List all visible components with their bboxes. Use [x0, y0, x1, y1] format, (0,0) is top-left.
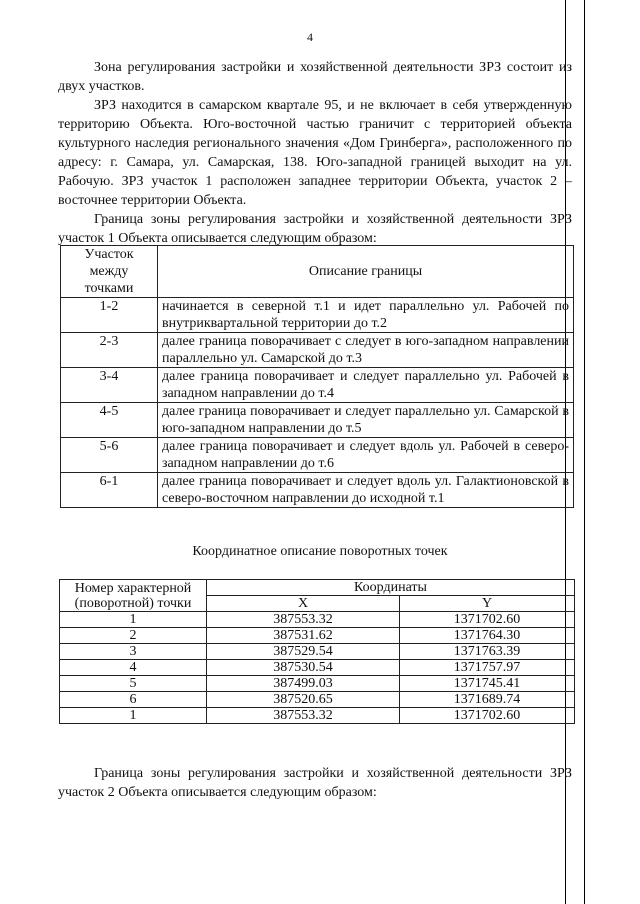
- header-coordinates: Координаты: [207, 580, 575, 596]
- y-cell: 1371702.60: [400, 612, 575, 628]
- x-cell: 387553.32: [207, 612, 400, 628]
- table-row: [61, 368, 574, 403]
- description-cell: далее граница поворачивает с следует в юго-западном направлении параллельно ул. Самарской до т.3: [158, 333, 574, 368]
- point-cell: 1: [60, 612, 207, 628]
- table-row: [60, 644, 575, 660]
- point-cell: 3: [60, 644, 207, 660]
- y-cell: 1371764.30: [400, 628, 575, 644]
- closing-paragraph-1: Граница зоны регулирования застройки и хозяйственной деятельности ЗРЗ участок 2 Объекта описывается следующим образом:: [58, 766, 572, 800]
- header-y: Y: [400, 596, 575, 612]
- intro-paragraph-3: Граница зоны регулирования застройки и хозяйственной деятельности ЗРЗ участок 1 Объекта описывается следующим образом:: [58, 212, 572, 246]
- x-cell: 387553.32: [207, 708, 400, 724]
- description-cell: далее граница поворачивает и следует вдоль ул. Рабочей в северо-западном направлении до т.6: [158, 438, 574, 473]
- scan-line-right-outer: [584, 0, 585, 904]
- intro-text: [58, 58, 572, 248]
- table-row: [61, 403, 574, 438]
- x-cell: 387529.54: [207, 644, 400, 660]
- table-row: [61, 473, 574, 508]
- table-row: [61, 333, 574, 368]
- x-cell: 387530.54: [207, 660, 400, 676]
- header-x: X: [207, 596, 400, 612]
- description-cell: далее граница поворачивает и следует вдоль ул. Галактионовской в северо-восточном направлении до исходной т.1: [158, 473, 574, 508]
- table-row: [60, 660, 575, 676]
- table-row: [60, 612, 575, 628]
- description-cell: начинается в северной т.1 и идет параллельно ул. Рабочей по внутриквартальной территории до т.2: [158, 298, 574, 333]
- segment-cell: 4-5: [61, 403, 158, 438]
- table-row: [61, 298, 574, 333]
- table-header-row: [61, 246, 574, 298]
- point-cell: 5: [60, 676, 207, 692]
- table-row: [60, 692, 575, 708]
- x-cell: 387520.65: [207, 692, 400, 708]
- table-header-row: [60, 580, 575, 596]
- table-row: [61, 438, 574, 473]
- x-cell: 387499.03: [207, 676, 400, 692]
- y-cell: 1371745.41: [400, 676, 575, 692]
- point-cell: 6: [60, 692, 207, 708]
- intro-paragraph-1: Зона регулирования застройки и хозяйственной деятельности ЗРЗ состоит из двух участков.: [58, 60, 572, 94]
- header-description: Описание границы: [158, 246, 574, 298]
- table-row: [60, 628, 575, 644]
- coordinates-table: [59, 579, 575, 724]
- point-cell: 2: [60, 628, 207, 644]
- border-description-table: [60, 245, 574, 508]
- header-segment: Участок между точками: [61, 246, 158, 298]
- description-cell: далее граница поворачивает и следует параллельно ул. Рабочей в западном направлении до т.4: [158, 368, 574, 403]
- y-cell: 1371702.60: [400, 708, 575, 724]
- closing-text: [58, 764, 572, 802]
- segment-cell: 3-4: [61, 368, 158, 403]
- y-cell: 1371689.74: [400, 692, 575, 708]
- table-row: [60, 676, 575, 692]
- page-number: 4: [307, 30, 313, 44]
- segment-cell: 5-6: [61, 438, 158, 473]
- x-cell: 387531.62: [207, 628, 400, 644]
- table-row: [60, 708, 575, 724]
- segment-cell: 2-3: [61, 333, 158, 368]
- intro-paragraph-2: ЗРЗ находится в самарском квартале 95, и не включает в себя утвержденную территорию Объекта. Юго-восточной частью граничит с территорией объекта культурного наследия регионального значения «Дом Гринберга», расположенного по адресу: г. Самара, ул. Самарская, 138. Юго-западной границей выходит на ул. Рабочую. ЗРЗ участок 1 расположен западнее территории Объекта, участок 2 –восточнее территории Объекта.: [58, 98, 572, 208]
- point-cell: 4: [60, 660, 207, 676]
- y-cell: 1371757.97: [400, 660, 575, 676]
- point-cell: 1: [60, 708, 207, 724]
- coord-section-title: Координатное описание поворотных точек: [192, 544, 448, 559]
- description-cell: далее граница поворачивает и следует параллельно ул. Самарской в юго-западном направлении до т.5: [158, 403, 574, 438]
- segment-cell: 1-2: [61, 298, 158, 333]
- header-point: Номер характерной (поворотной) точки: [60, 580, 207, 612]
- y-cell: 1371763.39: [400, 644, 575, 660]
- segment-cell: 6-1: [61, 473, 158, 508]
